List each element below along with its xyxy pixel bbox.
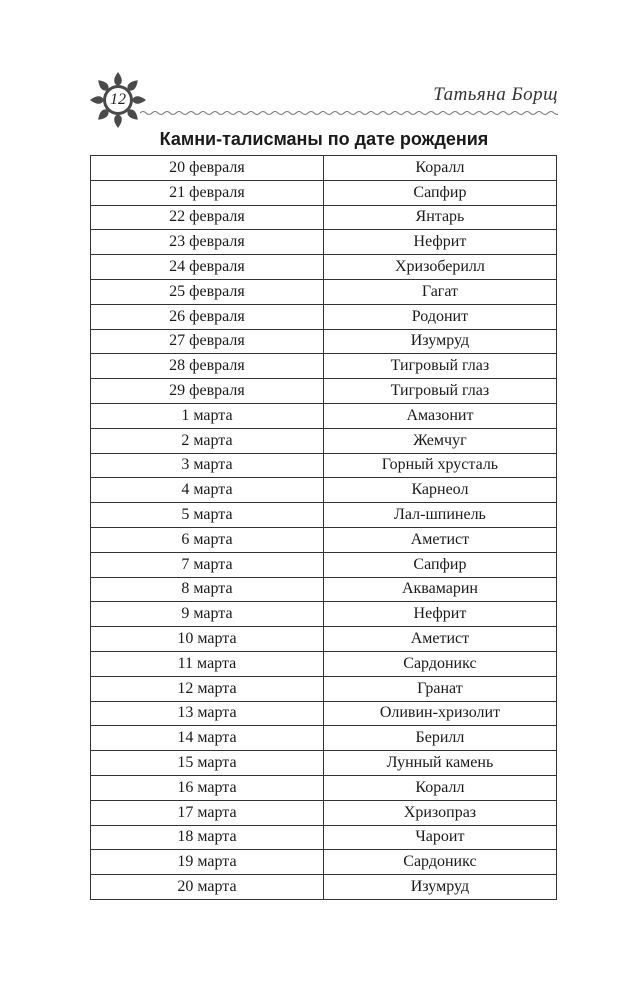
page-number: 12 (110, 91, 126, 108)
table-row (91, 701, 557, 726)
stone-cell: Изумруд (323, 329, 556, 354)
date-cell: 3 марта (91, 453, 324, 478)
page-header (0, 0, 618, 130)
date-cell: 29 февраля (91, 379, 324, 404)
table-row (91, 255, 557, 280)
table-row (91, 304, 557, 329)
table-row (91, 527, 557, 552)
date-cell: 5 марта (91, 503, 324, 528)
stone-cell: Гагат (323, 279, 556, 304)
table-row (91, 627, 557, 652)
date-cell: 28 февраля (91, 354, 324, 379)
stone-cell: Янтарь (323, 205, 556, 230)
date-cell: 7 марта (91, 552, 324, 577)
stone-cell: Хризоберилл (323, 255, 556, 280)
stone-cell: Лал-шпинель (323, 503, 556, 528)
date-cell: 6 марта (91, 527, 324, 552)
table-row (91, 726, 557, 751)
table-row (91, 329, 557, 354)
date-cell: 17 марта (91, 800, 324, 825)
stone-cell: Горный хрусталь (323, 453, 556, 478)
table-row (91, 602, 557, 627)
table-row (91, 478, 557, 503)
date-cell: 24 февраля (91, 255, 324, 280)
stone-cell: Амазонит (323, 403, 556, 428)
date-cell: 20 марта (91, 875, 324, 900)
table-row (91, 676, 557, 701)
date-cell: 23 февраля (91, 230, 324, 255)
table-row (91, 453, 557, 478)
date-cell: 27 февраля (91, 329, 324, 354)
date-cell: 8 марта (91, 577, 324, 602)
date-cell: 22 февраля (91, 205, 324, 230)
stone-cell: Аметист (323, 627, 556, 652)
table-row (91, 156, 557, 181)
date-cell: 15 марта (91, 751, 324, 776)
date-cell: 19 марта (91, 850, 324, 875)
table-row (91, 279, 557, 304)
stone-cell: Хризопраз (323, 800, 556, 825)
table-row (91, 180, 557, 205)
date-cell: 13 марта (91, 701, 324, 726)
table-row (91, 428, 557, 453)
table-row (91, 552, 557, 577)
stone-cell: Оливин-хризолит (323, 701, 556, 726)
date-cell: 12 марта (91, 676, 324, 701)
stone-cell: Тигровый глаз (323, 379, 556, 404)
stone-cell: Нефрит (323, 602, 556, 627)
date-cell: 10 марта (91, 627, 324, 652)
table-row (91, 577, 557, 602)
stone-cell: Аквамарин (323, 577, 556, 602)
table-row (91, 850, 557, 875)
stone-cell: Чароит (323, 825, 556, 850)
date-cell: 4 марта (91, 478, 324, 503)
date-cell: 18 марта (91, 825, 324, 850)
stone-cell: Гранат (323, 676, 556, 701)
table-row (91, 403, 557, 428)
date-cell: 25 февраля (91, 279, 324, 304)
stone-cell: Изумруд (323, 875, 556, 900)
stone-cell: Берилл (323, 726, 556, 751)
stone-cell: Сапфир (323, 180, 556, 205)
date-cell: 11 марта (91, 651, 324, 676)
table-row (91, 751, 557, 776)
stone-cell: Родонит (323, 304, 556, 329)
date-cell: 2 марта (91, 428, 324, 453)
date-cell: 26 февраля (91, 304, 324, 329)
stone-cell: Тигровый глаз (323, 354, 556, 379)
table-row (91, 651, 557, 676)
date-cell: 21 февраля (91, 180, 324, 205)
stone-cell: Лунный камень (323, 751, 556, 776)
table-row (91, 825, 557, 850)
stone-cell: Нефрит (323, 230, 556, 255)
stone-cell: Карнеол (323, 478, 556, 503)
table-row (91, 875, 557, 900)
stone-cell: Сапфир (323, 552, 556, 577)
table-row (91, 354, 557, 379)
date-cell: 9 марта (91, 602, 324, 627)
table-row (91, 379, 557, 404)
table-title: Камни-талисманы по дате рождения (159, 129, 489, 149)
date-cell: 16 марта (91, 775, 324, 800)
table-row (91, 230, 557, 255)
stone-cell: Сардоникс (323, 850, 556, 875)
birthstone-table (90, 155, 557, 900)
date-cell: 1 марта (91, 403, 324, 428)
wavy-divider (140, 108, 558, 118)
running-head-author: Татьяна Борщ (433, 84, 558, 105)
table-row (91, 503, 557, 528)
stone-cell: Жемчуг (323, 428, 556, 453)
date-cell: 20 февраля (91, 156, 324, 181)
table-row (91, 775, 557, 800)
table-row (91, 205, 557, 230)
stone-cell: Коралл (323, 156, 556, 181)
date-cell: 14 марта (91, 726, 324, 751)
stone-cell: Аметист (323, 527, 556, 552)
stone-cell: Сардоникс (323, 651, 556, 676)
table-row (91, 800, 557, 825)
stone-cell: Коралл (323, 775, 556, 800)
